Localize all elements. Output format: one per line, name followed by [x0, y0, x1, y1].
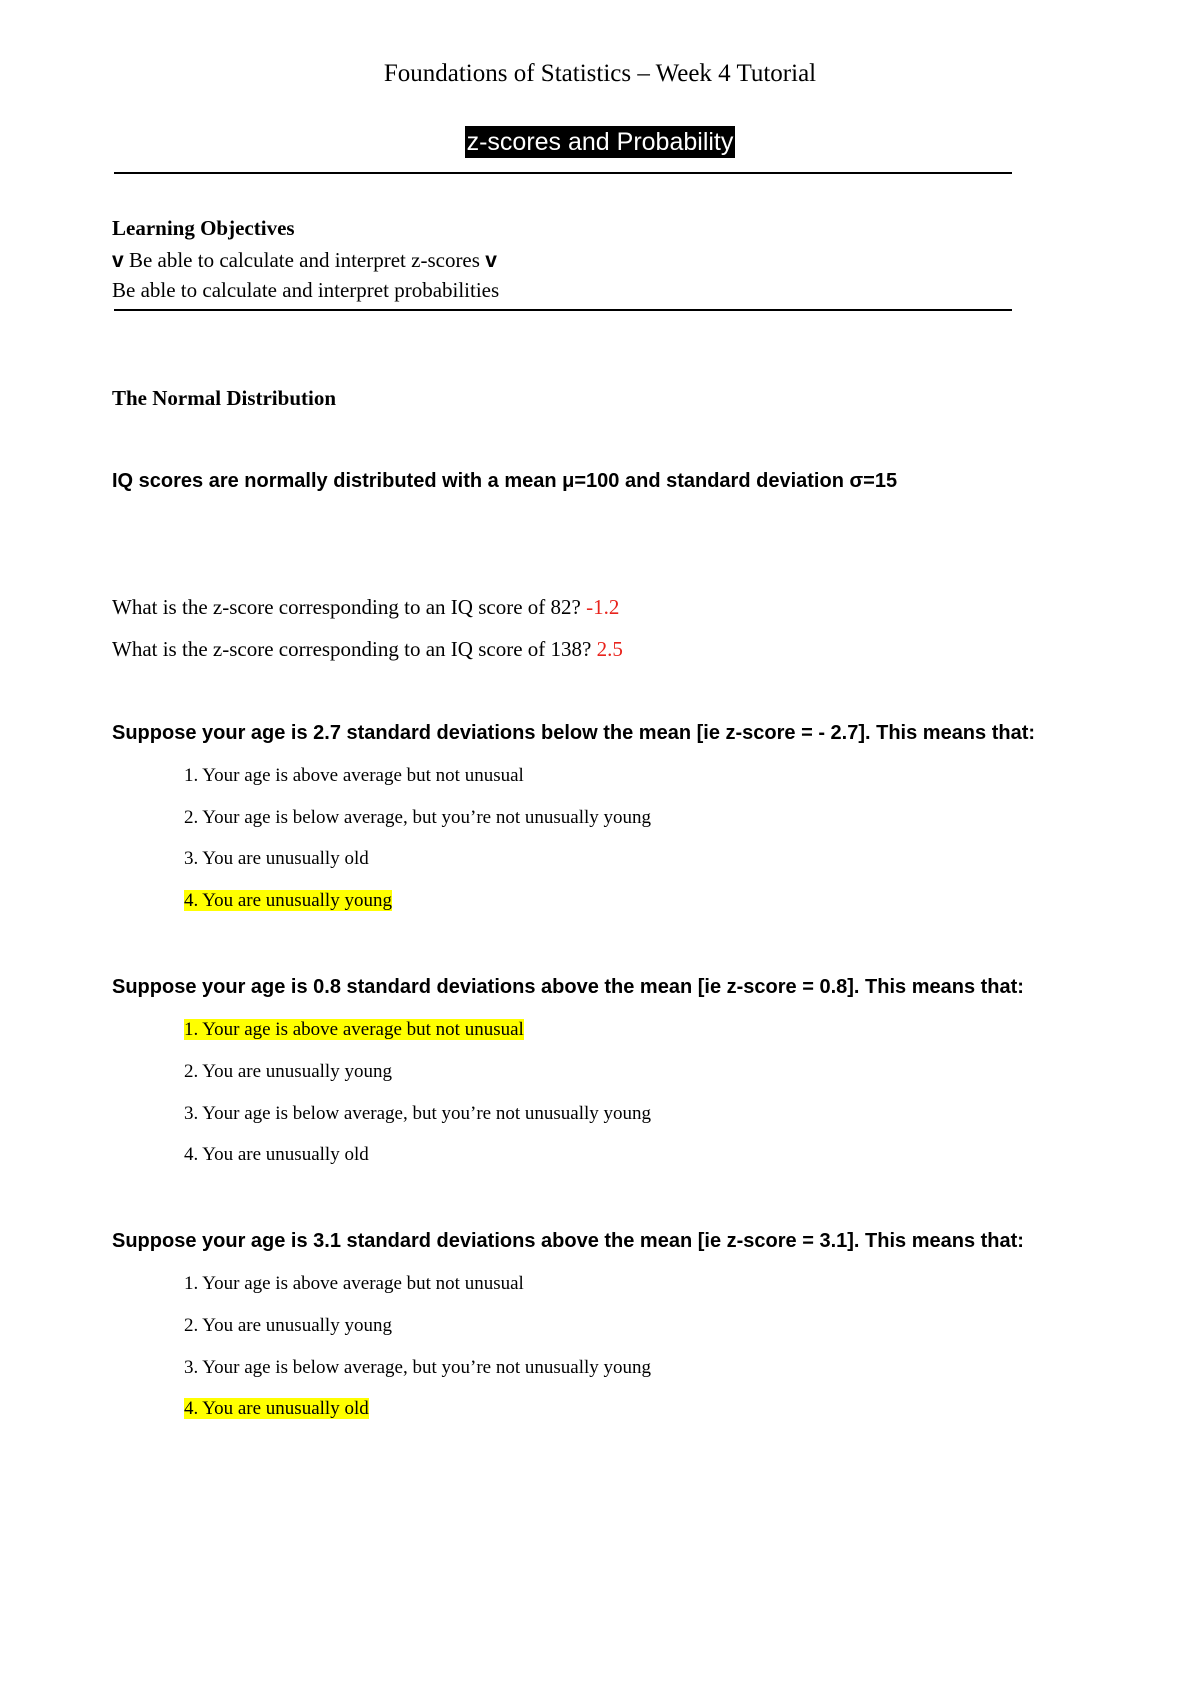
- question-2-option-3: [184, 1102, 651, 1126]
- option-text: Your age is below average, but you’re not unusually young: [198, 807, 652, 828]
- option-number: 1.: [184, 1273, 199, 1294]
- option-number: 2.: [184, 1061, 199, 1082]
- option-highlight: [184, 1273, 524, 1294]
- option-highlight: [184, 890, 392, 911]
- option-highlight: [184, 848, 369, 869]
- document-title: Foundations of Statistics – Week 4 Tutorial: [383, 60, 817, 87]
- option-highlight: [184, 1144, 369, 1165]
- option-number: 2.: [184, 1315, 199, 1336]
- option-highlight: [184, 1103, 651, 1124]
- subtitle-container: [0, 126, 1200, 158]
- option-highlight: [184, 807, 651, 828]
- question-1-prompt: Suppose your age is 2.7 standard deviations below the mean [ie z-score = - 2.7]. This means that:: [112, 722, 1036, 744]
- question-1-option-2: [184, 806, 651, 830]
- option-text: You are unusually young: [198, 1315, 392, 1336]
- question-3-option-1: [184, 1272, 524, 1296]
- option-number: 3.: [184, 848, 199, 869]
- top-divider: [114, 172, 1012, 174]
- z-score-question-text: What is the z-score corresponding to an IQ score of 138?: [112, 637, 597, 661]
- check-icon: v: [485, 249, 497, 272]
- normal-distribution-heading: The Normal Distribution: [112, 386, 337, 410]
- question-2-prompt: Suppose your age is 0.8 standard deviations above the mean [ie z-score = 0.8]. This means that:: [112, 976, 1024, 998]
- iq-statement: IQ scores are normally distributed with a mean μ=100 and standard deviation σ=15: [112, 470, 898, 492]
- option-number: 1.: [184, 765, 199, 786]
- z-score-question-2: [112, 637, 623, 662]
- option-highlight: [184, 1315, 392, 1336]
- question-1-option-3: [184, 847, 369, 871]
- option-text: Your age is above average but not unusual: [198, 1273, 524, 1294]
- question-2-option-1: [184, 1018, 524, 1042]
- option-number: 3.: [184, 1357, 199, 1378]
- z-score-question-1: [112, 595, 619, 620]
- question-1-option-4: [184, 889, 392, 913]
- z-score-answer: 2.5: [596, 637, 623, 661]
- learning-objective-line-2: Be able to calculate and interpret probabilities: [112, 278, 500, 302]
- document-subtitle: z-scores and Probability: [466, 128, 734, 156]
- option-number: 4.: [184, 1398, 199, 1419]
- question-3-prompt: Suppose your age is 3.1 standard deviations above the mean [ie z-score = 3.1]. This means that:: [112, 1230, 1024, 1252]
- option-text: Your age is above average but not unusual: [198, 765, 524, 786]
- option-number: 1.: [184, 1019, 199, 1040]
- z-score-answer: -1.2: [586, 595, 620, 619]
- option-text: Your age is below average, but you’re not unusually young: [198, 1357, 652, 1378]
- objectives-divider: [114, 309, 1012, 311]
- question-2-option-4: [184, 1143, 369, 1167]
- question-3-option-3: [184, 1356, 651, 1380]
- option-text: You are unusually old: [198, 1398, 369, 1419]
- option-highlight: [184, 1019, 524, 1040]
- option-number: 3.: [184, 1103, 199, 1124]
- learning-objectives-heading: Learning Objectives: [112, 216, 295, 240]
- option-highlight: [184, 765, 524, 786]
- question-2-option-2: [184, 1060, 392, 1084]
- option-highlight: [184, 1061, 392, 1082]
- learning-objective-text-1: Be able to calculate and interpret z-scores: [123, 248, 486, 272]
- option-text: You are unusually young: [198, 1061, 392, 1082]
- option-number: 4.: [184, 1144, 199, 1165]
- option-number: 2.: [184, 807, 199, 828]
- question-3-option-2: [184, 1314, 392, 1338]
- option-highlight: [184, 1357, 651, 1378]
- z-score-question-text: What is the z-score corresponding to an IQ score of 82?: [112, 595, 587, 619]
- question-1-option-1: [184, 764, 524, 788]
- option-text: You are unusually old: [198, 848, 369, 869]
- option-number: 4.: [184, 890, 199, 911]
- option-text: You are unusually old: [198, 1144, 369, 1165]
- option-text: You are unusually young: [198, 890, 392, 911]
- learning-objective-line-1: [112, 248, 497, 273]
- option-text: Your age is above average but not unusual: [198, 1019, 524, 1040]
- option-highlight: [184, 1398, 369, 1419]
- option-text: Your age is below average, but you’re not unusually young: [198, 1103, 652, 1124]
- question-3-option-4: [184, 1397, 369, 1421]
- check-icon: v: [112, 249, 124, 272]
